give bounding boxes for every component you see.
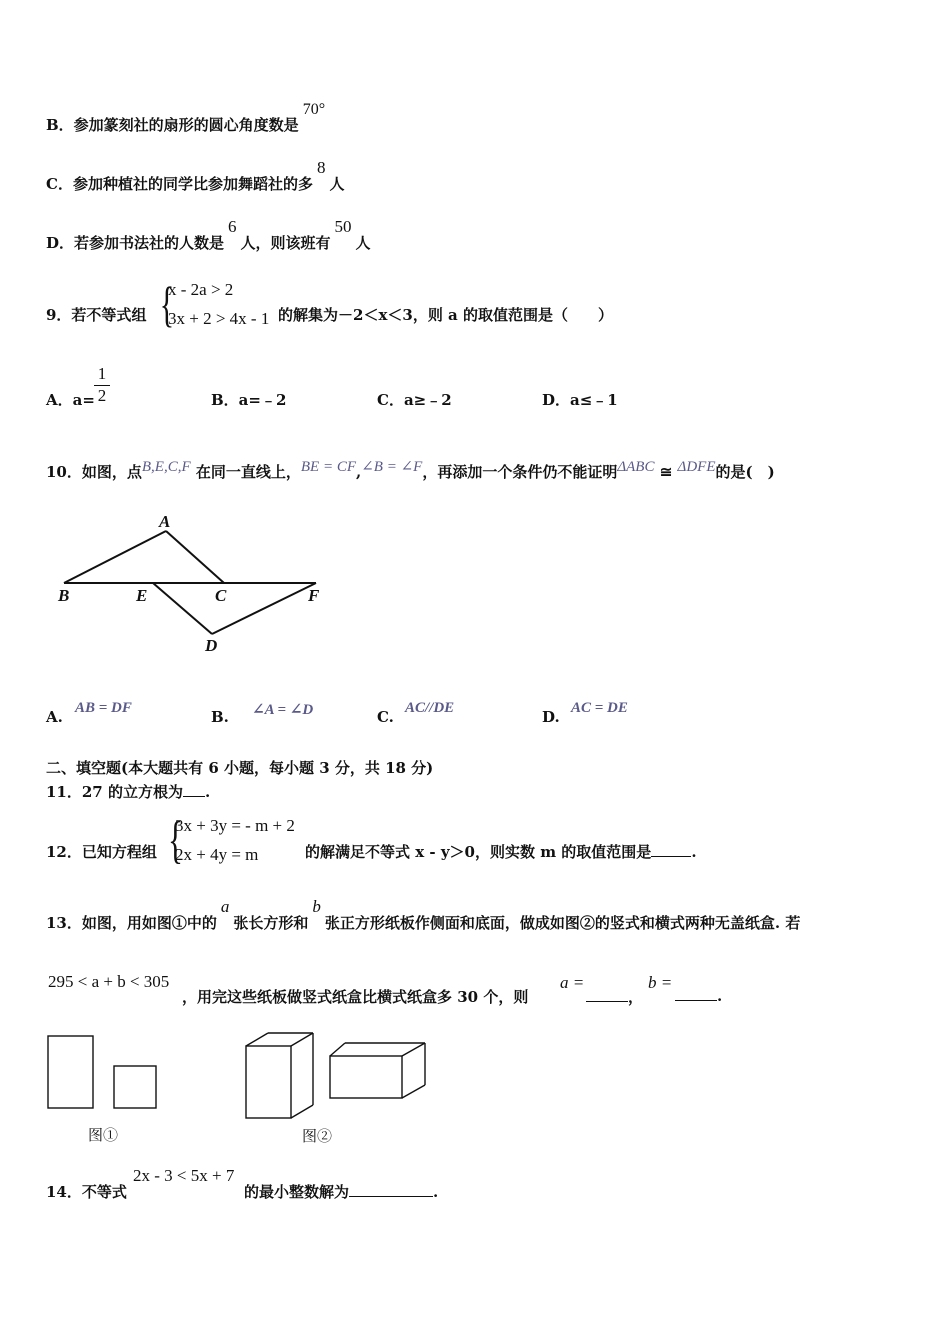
q13-comma: ， bbox=[628, 988, 644, 1006]
label-f: F bbox=[308, 586, 320, 605]
q9-option-a-fraction bbox=[94, 364, 110, 406]
q10-mid2: ，再添加一个条件仍不能证明 bbox=[422, 463, 618, 481]
q8-option-d-value1: 6 bbox=[228, 217, 237, 236]
q12-line2: 2x + 4y = m bbox=[175, 845, 259, 864]
q10-option-c-label: C. bbox=[377, 708, 394, 726]
q10-option-d-expr: AC = DE bbox=[571, 700, 628, 716]
q9-option-c: C．a≥﹣2 bbox=[377, 391, 452, 409]
q8-option-b bbox=[46, 101, 326, 135]
q14-prefix: 14．不等式 bbox=[46, 1183, 127, 1201]
q10-figure bbox=[50, 508, 340, 658]
q9-option-d: D．a≤﹣1 bbox=[542, 391, 618, 409]
q12-stem bbox=[305, 841, 697, 862]
q14-end: . bbox=[433, 1183, 439, 1201]
line-df bbox=[212, 583, 316, 634]
q8-option-d-unit: 人 bbox=[355, 234, 371, 252]
fig2-horizontal-box bbox=[330, 1043, 425, 1098]
q13-figures bbox=[40, 1028, 460, 1153]
q10-option-a bbox=[46, 708, 63, 726]
label-d: D bbox=[205, 636, 218, 655]
q8-option-c-unit: 人 bbox=[329, 175, 345, 193]
q13-b-eq: b = bbox=[648, 973, 673, 992]
q14-stem bbox=[244, 1181, 438, 1202]
q14-inequality: 2x - 3 < 5x + 7 bbox=[133, 1166, 235, 1185]
fig1-square bbox=[114, 1066, 156, 1108]
q14-answer-blank[interactable] bbox=[349, 1182, 433, 1197]
q9-option-a bbox=[46, 389, 95, 410]
label-a: A bbox=[159, 512, 171, 531]
q13-a-answer-blank[interactable] bbox=[586, 987, 628, 1002]
q13-stem bbox=[46, 897, 801, 933]
q13-a-answer bbox=[586, 986, 643, 1007]
q13-end: . bbox=[717, 987, 723, 1005]
q8-option-c-value: 8 bbox=[316, 158, 326, 177]
q12-brace: { bbox=[167, 812, 183, 869]
q8-option-d-text: D．若参加书法社的人数是 bbox=[46, 234, 225, 252]
q13-var-a: a bbox=[220, 897, 230, 916]
q12-prefix: 12．已知方程组 bbox=[46, 843, 157, 861]
q10-option-d bbox=[542, 708, 560, 726]
q10-suffix: 的是( ) bbox=[715, 463, 775, 481]
q10-mid1: 在同一直线上， bbox=[195, 463, 301, 481]
q12-line1: 3x + 3y = - m + 2 bbox=[175, 816, 295, 835]
q9-line2: 3x + 2 > 4x - 1 bbox=[168, 309, 270, 328]
q13-line2-text: ，用完这些纸板做竖式纸盒比横式纸盒多 30 个，则 bbox=[182, 988, 529, 1006]
q10-cond2: ∠B = ∠F bbox=[361, 459, 423, 475]
q13-prefix: 13．如图，用如图①中的 bbox=[46, 914, 217, 932]
q10-points: B,E,C,F bbox=[141, 459, 191, 475]
fig2-vertical-box bbox=[246, 1033, 313, 1118]
q10-tri2: ΔDFE bbox=[677, 459, 716, 475]
q13-b-answer bbox=[675, 986, 722, 1005]
q10-option-d-label: D. bbox=[542, 708, 560, 726]
line-ba bbox=[64, 531, 166, 583]
q9-option-a-label: A．a= bbox=[46, 391, 95, 409]
q10-tri1: ΔABC bbox=[617, 459, 655, 475]
q10-option-c-expr: AC//DE bbox=[405, 700, 455, 716]
fraction-numerator: 1 bbox=[97, 364, 107, 383]
q9-option-b: B．a=﹣2 bbox=[211, 391, 287, 409]
q11-text: 11．27 的立方根为 bbox=[46, 783, 183, 801]
label-c: C bbox=[215, 586, 227, 605]
q10-prefix: 10．如图，点 bbox=[46, 463, 142, 481]
q13-a-eq: a = bbox=[560, 973, 585, 992]
fig1-label: 图① bbox=[88, 1128, 119, 1144]
q9-brace: { bbox=[159, 276, 175, 332]
label-b: B bbox=[58, 586, 70, 605]
q9-prefix: 9．若不等式组 bbox=[46, 306, 147, 324]
q10-stem bbox=[46, 461, 775, 482]
line-ed bbox=[153, 583, 212, 634]
section-title: 二、填空题(本大题共有 6 小题，每小题 3 分，共 18 分) bbox=[46, 759, 434, 777]
q10-option-a-label: A. bbox=[46, 708, 63, 726]
q13-line2 bbox=[182, 986, 528, 1007]
q13-mid1: 张长方形和 bbox=[233, 914, 309, 932]
q14-suffix: 的最小整数解为 bbox=[244, 1183, 350, 1201]
q11 bbox=[46, 781, 210, 802]
q10-sep: , bbox=[356, 463, 362, 481]
q10-option-a-expr: AB = DF bbox=[75, 700, 132, 716]
fig2-label: 图② bbox=[302, 1129, 333, 1145]
q8-option-d-mid: 人，则该班有 bbox=[240, 234, 331, 252]
q8-option-d bbox=[46, 217, 371, 253]
q10-option-b-expr: ∠A = ∠D bbox=[252, 702, 314, 718]
line-ac bbox=[166, 531, 224, 583]
fraction-denominator: 2 bbox=[94, 385, 110, 406]
q8-option-b-value: 70° bbox=[302, 101, 326, 118]
q12-suffix: 的解满足不等式 x - y＞0，则实数 m 的取值范围是 bbox=[305, 843, 652, 861]
q11-answer-blank[interactable] bbox=[183, 782, 205, 797]
q10-cond1: BE = CF bbox=[300, 459, 356, 475]
q10-option-b-label: B. bbox=[211, 708, 229, 726]
q9-suffix: 的解集为－2＜x＜3，则 a 的取值范围是（ ） bbox=[278, 306, 613, 324]
q13-mid2: 张正方形纸板作侧面和底面，做成如图②的竖式和横式两种无盖纸盒. 若 bbox=[324, 914, 801, 932]
fig1-rectangle bbox=[48, 1036, 93, 1108]
q10-cong: ≅ bbox=[659, 463, 673, 481]
q8-option-c bbox=[46, 158, 345, 194]
q13-inequality: 295 < a + b < 305 bbox=[48, 972, 170, 991]
q13-b-answer-blank[interactable] bbox=[675, 986, 717, 1001]
q8-option-c-text: C．参加种植社的同学比参加舞蹈社的多 bbox=[46, 175, 313, 193]
label-e: E bbox=[136, 586, 148, 605]
q12-end: . bbox=[691, 843, 697, 861]
q13-var-b: b bbox=[312, 897, 321, 916]
q8-option-b-text: B．参加篆刻社的扇形的圆心角度数是 bbox=[46, 116, 299, 134]
q8-option-d-value2: 50 bbox=[334, 217, 352, 236]
q9-line1: x - 2a > 2 bbox=[168, 280, 234, 299]
q10-option-c bbox=[377, 708, 394, 726]
q10-option-b bbox=[211, 708, 229, 726]
q12-answer-blank[interactable] bbox=[651, 842, 691, 857]
q11-end: . bbox=[204, 783, 211, 801]
